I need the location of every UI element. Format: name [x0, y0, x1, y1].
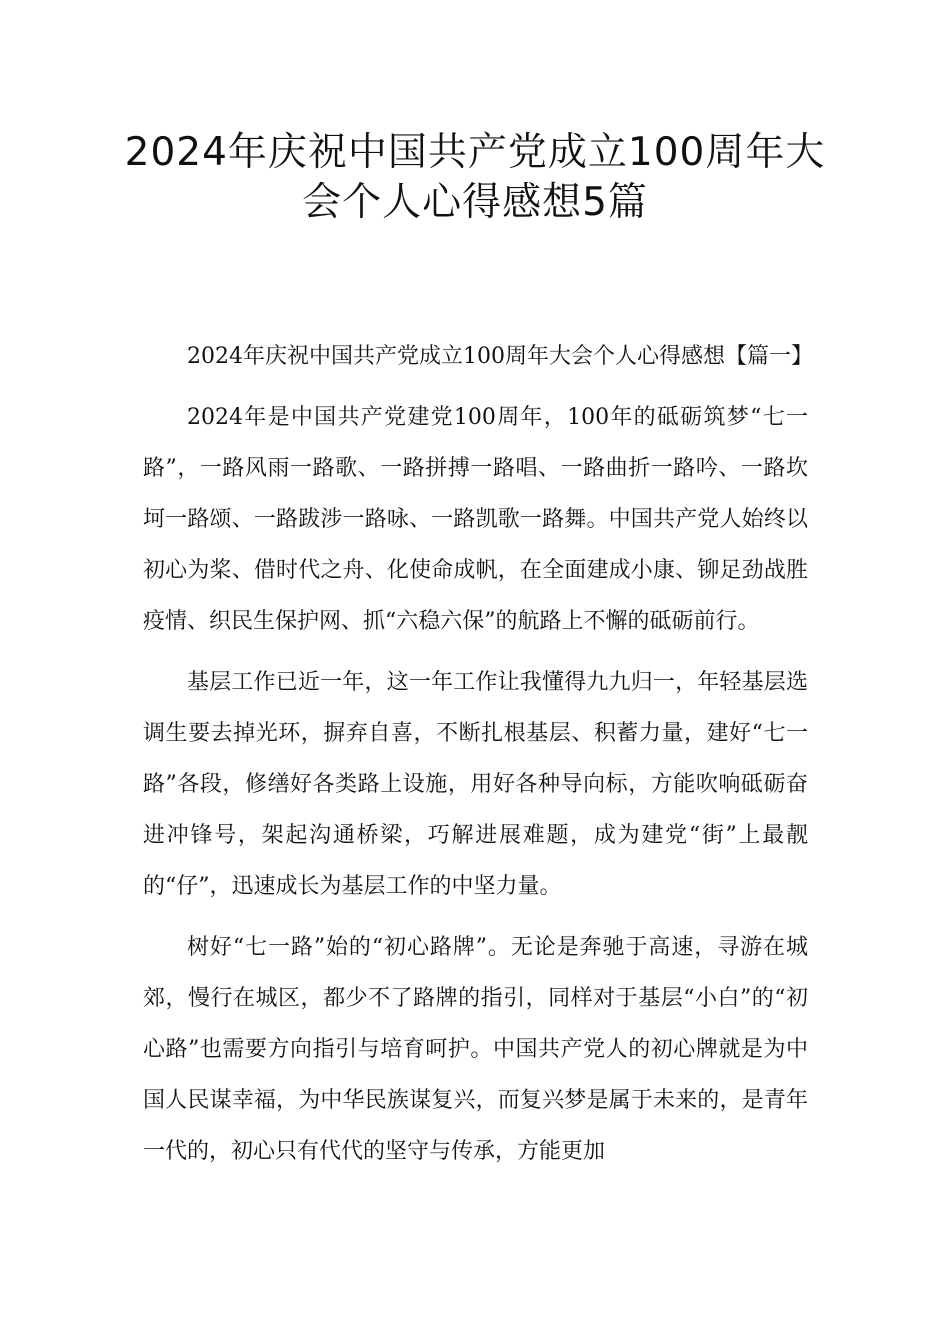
- paragraph: 基层工作已近一年，这一年工作让我懂得九九归一，年轻基层选调生要去掉光环，摒弃自喜，不断扎根基层、积蓄力量，建好“七一路”各段，修缮好各类路上设施，用好各种导向标，方能吹响砥砺奋进冲锋号，架起沟通桥梁，巧解进展难题，成为建党“街”上最靓的“仔”，迅速成长为基层工作的中坚力量。: [143, 670, 808, 899]
- paragraph: 2024年是中国共产党建党100周年，100年的砥砺筑梦“七一路”，一路风雨一路歌、一路拼搏一路唱、一路曲折一路吟、一路坎坷一路颂、一路跋涉一路咏、一路凯歌一路舞。中国共产党人始终以初心为桨、借时代之舟、化使命成帆，在全面建成小康、铆足劲战胜疫情、织民生保护网、抓“六稳六保”的航路上不懈的砥砺前行。: [143, 405, 808, 634]
- title-line-2: 会个人心得感想5篇: [302, 180, 648, 225]
- paragraph: 树好“七一路”始的“初心路牌”。无论是奔驰于高速，寻游在城郊，慢行在城区，都少不了路牌的指引，同样对于基层“小白”的“初心路”也需要方向指引与培育呵护。中国共产党人的初心牌就是为中国人民谋幸福，为中华民族谋复兴，而复兴梦是属于未来的，是青年一代的，初心只有代代的坚守与传承，方能更加: [143, 935, 808, 1164]
- document-title: [120, 128, 830, 228]
- title-line-1: 2024年庆祝中国共产党成立100周年大: [124, 130, 826, 175]
- section-heading: 2024年庆祝中国共产党成立100周年大会个人心得感想【篇一】: [187, 344, 813, 369]
- document-body: [143, 331, 813, 1187]
